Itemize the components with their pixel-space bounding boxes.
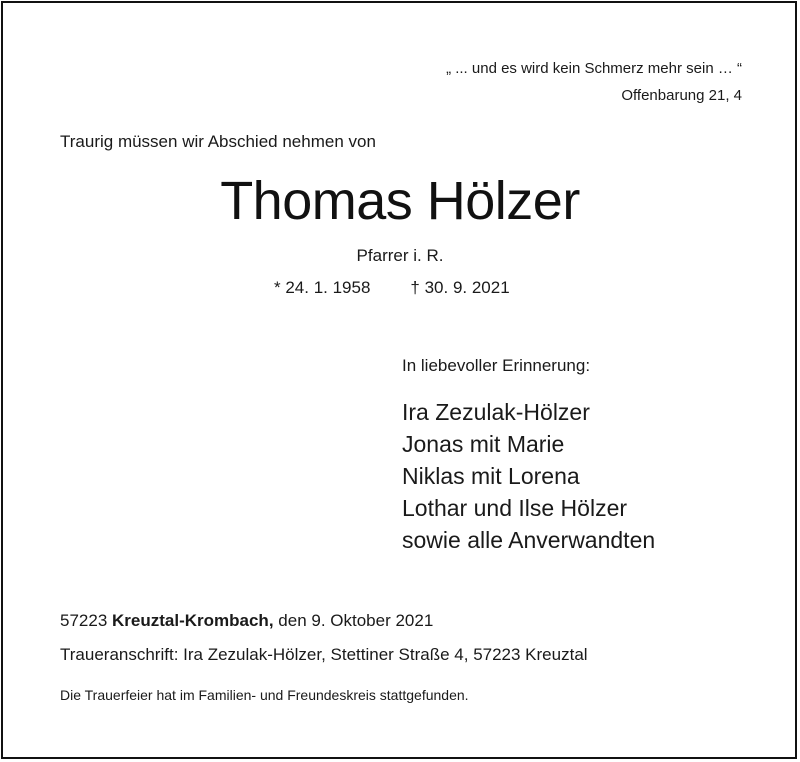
deceased-name: Thomas Hölzer [220,171,580,231]
mourner-item: Lothar und Ilse Hölzer [402,495,628,521]
intro-text: Traurig müssen wir Abschied nehmen von [60,132,376,151]
place-name: Kreuztal-Krombach, [112,611,274,630]
mourner-item: Niklas mit Lorena [402,463,580,489]
memory-label: In liebevoller Erinnerung: [402,356,591,375]
notice-date: den 9. Oktober 2021 [278,611,434,630]
ceremony-note: Die Trauerfeier hat im Familien- und Freundeskreis stattgefunden. [60,687,469,703]
mourners-list [402,396,655,556]
death-date: † 30. 9. 2021 [410,278,510,297]
mourner-item: Ira Zezulak-Hölzer [402,399,590,425]
mourner-item: sowie alle Anverwandten [402,527,656,553]
place-date-line [60,611,433,631]
life-dates [274,278,510,298]
bible-quote: „ ... und es wird kein Schmerz mehr sein … “ [446,60,742,77]
mourner-item: Jonas mit Marie [402,431,565,457]
postcode: 57223 [60,611,108,630]
deceased-title: Pfarrer i. R. [356,246,444,265]
bible-reference: Offenbarung 21, 4 [621,87,742,104]
mourning-address: Traueranschrift: Ira Zezulak-Hölzer, Stettiner Straße 4, 57223 Kreuztal [60,645,588,664]
birth-date: * 24. 1. 1958 [274,278,371,297]
